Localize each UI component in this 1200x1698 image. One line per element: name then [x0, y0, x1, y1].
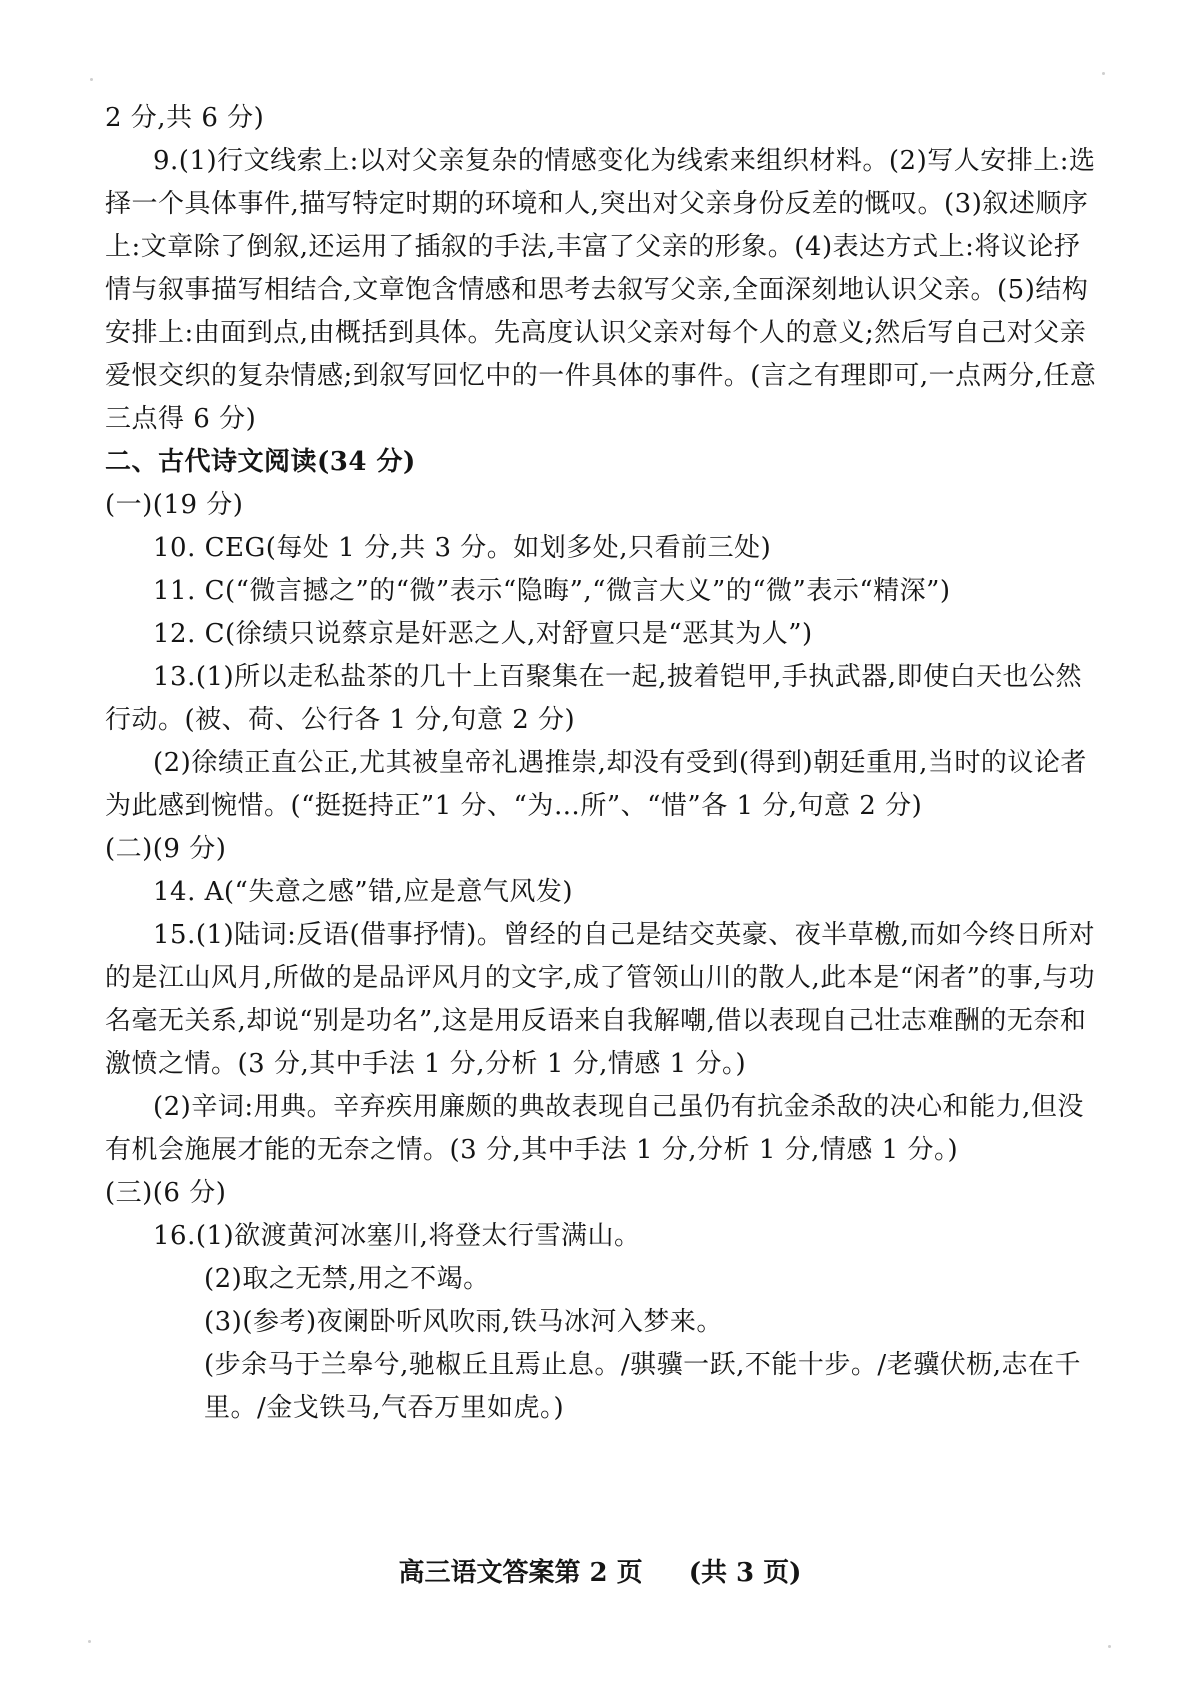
subsection-heading: (一)(19 分) — [105, 490, 244, 520]
text-line: 行动。(被、荷、公行各 1 分,句意 2 分) — [105, 705, 576, 735]
text-line: 安排上:由面到点,由概括到具体。先高度认识父亲对每个人的意义;然后写自己对父亲 — [105, 318, 1087, 348]
text-line: 13.(1)所以走私盐茶的几十上百聚集在一起,披着铠甲,手执武器,即使白天也公然 — [153, 662, 1082, 692]
scan-speck — [1102, 72, 1105, 75]
scan-speck — [1108, 1645, 1111, 1648]
page-number-label: 高三语文答案第 2 页 — [398, 1558, 643, 1588]
text-line: 激愤之情。(3 分,其中手法 1 分,分析 1 分,情感 1 分。) — [105, 1049, 747, 1079]
text-line: (步余马于兰皋兮,驰椒丘且焉止息。/骐骥一跃,不能十步。/老骥伏枥,志在千 — [204, 1350, 1081, 1380]
text-line: (2)取之无禁,用之不竭。 — [204, 1264, 490, 1294]
text-line: 上:文章除了倒叙,还运用了插叙的手法,丰富了父亲的形象。(4)表达方式上:将议论抒 — [105, 232, 1081, 262]
section-heading: 二、古代诗文阅读(34 分) — [105, 447, 416, 477]
scan-speck — [90, 78, 93, 81]
text-line: 12. C(徐绩只说蔡京是奸恶之人,对舒亶只是“恶其为人”) — [153, 619, 813, 649]
text-line: 14. A(“失意之感”错,应是意气风发) — [153, 877, 574, 907]
text-line: 爱恨交织的复杂情感;到叙写回忆中的一件具体的事件。(言之有理即可,一点两分,任意 — [105, 361, 1097, 391]
text-line: (3)(参考)夜阑卧听风吹雨,铁马冰河入梦来。 — [204, 1307, 723, 1337]
text-line: 9.(1)行文线索上:以对父亲复杂的情感变化为线索来组织材料。(2)写人安排上:选 — [153, 146, 1096, 176]
text-line: 16.(1)欲渡黄河冰塞川,将登太行雪满山。 — [153, 1221, 641, 1251]
text-line: 有机会施展才能的无奈之情。(3 分,其中手法 1 分,分析 1 分,情感 1 分。) — [105, 1135, 959, 1165]
text-line: 里。/金戈铁马,气吞万里如虎。) — [204, 1393, 565, 1423]
text-line: 2 分,共 6 分) — [105, 103, 265, 133]
text-line: 11. C(“微言撼之”的“微”表示“隐晦”,“微言大义”的“微”表示“精深”) — [153, 576, 951, 606]
text-line: 三点得 6 分) — [105, 404, 257, 434]
text-line: 名毫无关系,却说“别是功名”,这是用反语来自我解嘲,借以表现自己壮志难酬的无奈和 — [105, 1006, 1087, 1036]
subsection-heading: (二)(9 分) — [105, 834, 227, 864]
scan-speck — [88, 1640, 91, 1643]
subsection-heading: (三)(6 分) — [105, 1178, 227, 1208]
text-line: (2)徐绩正直公正,尤其被皇帝礼遇推崇,却没有受到(得到)朝廷重用,当时的议论者 — [153, 748, 1087, 778]
text-line: 择一个具体事件,描写特定时期的环境和人,突出对父亲身份反差的慨叹。(3)叙述顺序 — [105, 189, 1089, 219]
text-line: 10. CEG(每处 1 分,共 3 分。如划多处,只看前三处) — [153, 533, 772, 563]
page-total-label: (共 3 页) — [688, 1558, 802, 1588]
text-line: 为此感到惋惜。(“挺挺持正”1 分、“为…所”、“惜”各 1 分,句意 2 分) — [105, 791, 923, 821]
text-line: 的是江山风月,所做的是品评风月的文字,成了管领山川的散人,此本是“闲者”的事,与功 — [105, 963, 1096, 993]
text-line: 15.(1)陆词:反语(借事抒情)。曾经的自己是结交英豪、夜半草檄,而如今终日所对 — [153, 920, 1095, 950]
page-footer — [0, 1558, 1200, 1588]
text-line: 情与叙事描写相结合,文章饱含情感和思考去叙写父亲,全面深刻地认识父亲。(5)结构 — [105, 275, 1089, 305]
text-line: (2)辛词:用典。辛弃疾用廉颇的典故表现自己虽仍有抗金杀敌的决心和能力,但没 — [153, 1092, 1084, 1122]
